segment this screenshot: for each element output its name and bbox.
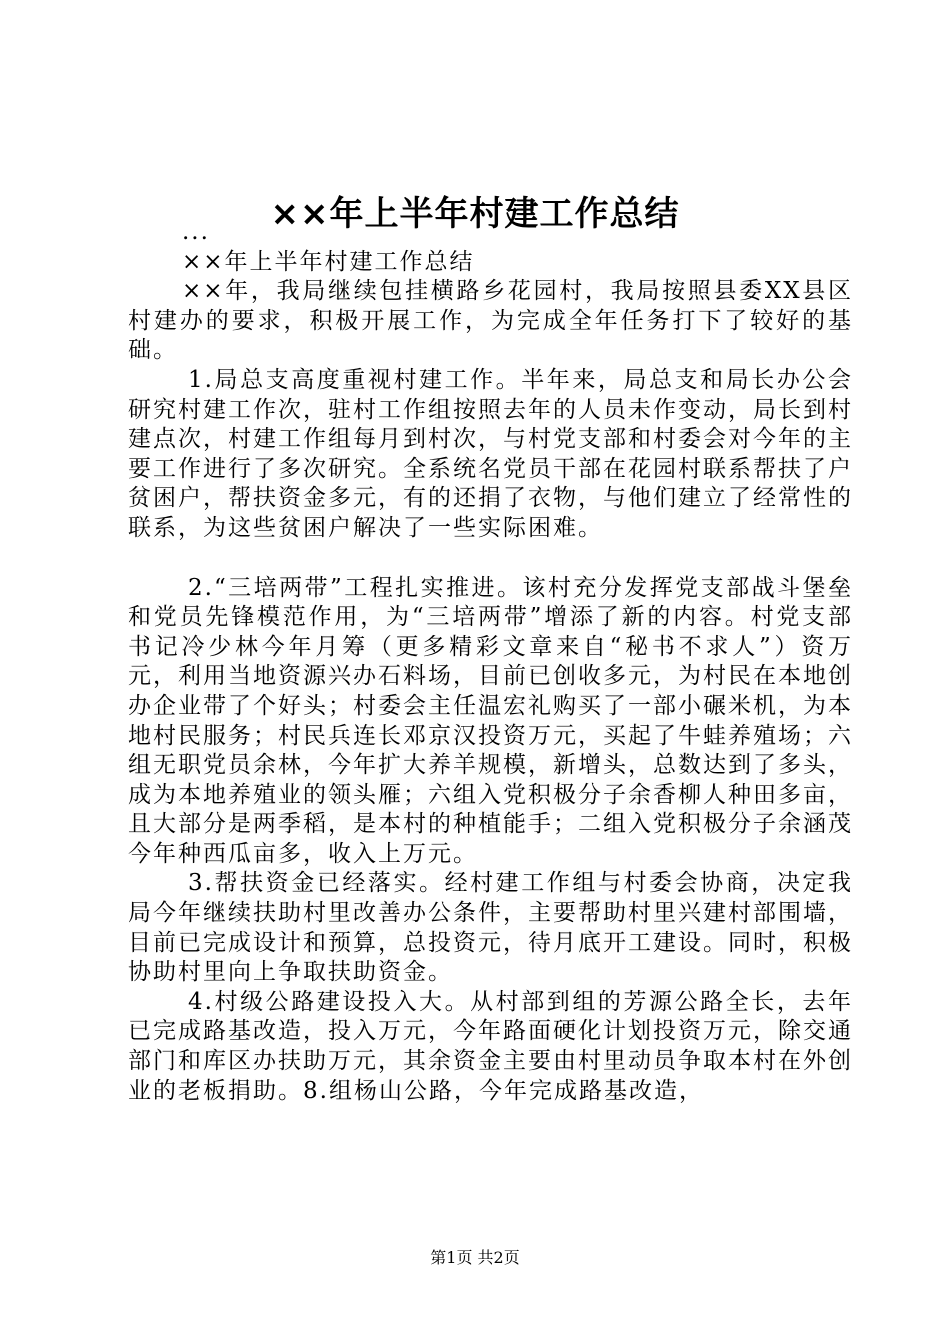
document-body bbox=[128, 218, 853, 1106]
paragraph-1: 1.局总支高度重视村建工作。半年来，局总支和局长办公会研究村建工作次，驻村工作组按照去年的人员未作变动，局长到村建点次，村建工作组每月到村次，与村党支部和村委会对今年的主要工作进行了多次研究。全系统名党员干部在花园村联系帮扶了户贫困户，帮扶资金多元，有的还捐了衣物，与他们建立了经常性的联系，为这些贫困户解决了一些实际困难。 bbox=[128, 366, 853, 541]
paragraph-gap bbox=[128, 544, 853, 574]
document-title: ××年上半年村建工作总结 bbox=[270, 194, 680, 234]
paragraph-4: 4.村级公路建设投入大。从村部到组的芳源公路全长，去年已完成路基改造，投入万元，今年路面硬化计划投资万元，除交通部门和库区办扶助万元，其余资金主要由村里动员争取本村在外创业的老板捐助。8.组杨山公路，今年完成路基改造， bbox=[128, 988, 853, 1104]
document-subtitle: ××年上半年村建工作总结 bbox=[182, 248, 475, 275]
intro-paragraph: ××年，我局继续包挂横路乡花园村，我局按照县委XX县区村建办的要求，积极开展工作，为完成全年任务打下了较好的基础。 bbox=[128, 278, 853, 364]
ellipsis-line: ... bbox=[182, 219, 210, 245]
paragraph-3: 3.帮扶资金已经落实。经村建工作组与村委会协商，决定我局今年继续扶助村里改善办公条件，主要帮助村里兴建村部围墙，目前已完成设计和预算，总投资元，待月底开工建设。同时，积极协助村里向上争取扶助资金。 bbox=[128, 870, 853, 986]
page-footer: 第1页 共2页 bbox=[430, 1248, 520, 1267]
paragraph-2: 2.“三培两带”工程扎实推进。该村充分发挥党支部战斗堡垒和党员先锋模范作用，为“三培两带”增添了新的内容。村党支部书记冷少林今年月筹（更多精彩文章来自“秘书不求人”）资万元，利用当地资源兴办石料场，目前已创收多元，为村民在本地创办企业带了个好头；村委会主任温宏礼购买了一部小碾米机，为本地村民服务；村民兵连长邓京汉投资万元，买起了牛蛙养殖场；六组无职党员余林，今年扩大养羊规模，新增头，总数达到了多头，成为本地养殖业的领头雁；六组入党积极分子余香柳人种田多亩，且大部分是两季稻，是本村的种植能手；二组入党积极分子余涵茂今年种西瓜亩多，收入上万元。 bbox=[128, 574, 853, 867]
